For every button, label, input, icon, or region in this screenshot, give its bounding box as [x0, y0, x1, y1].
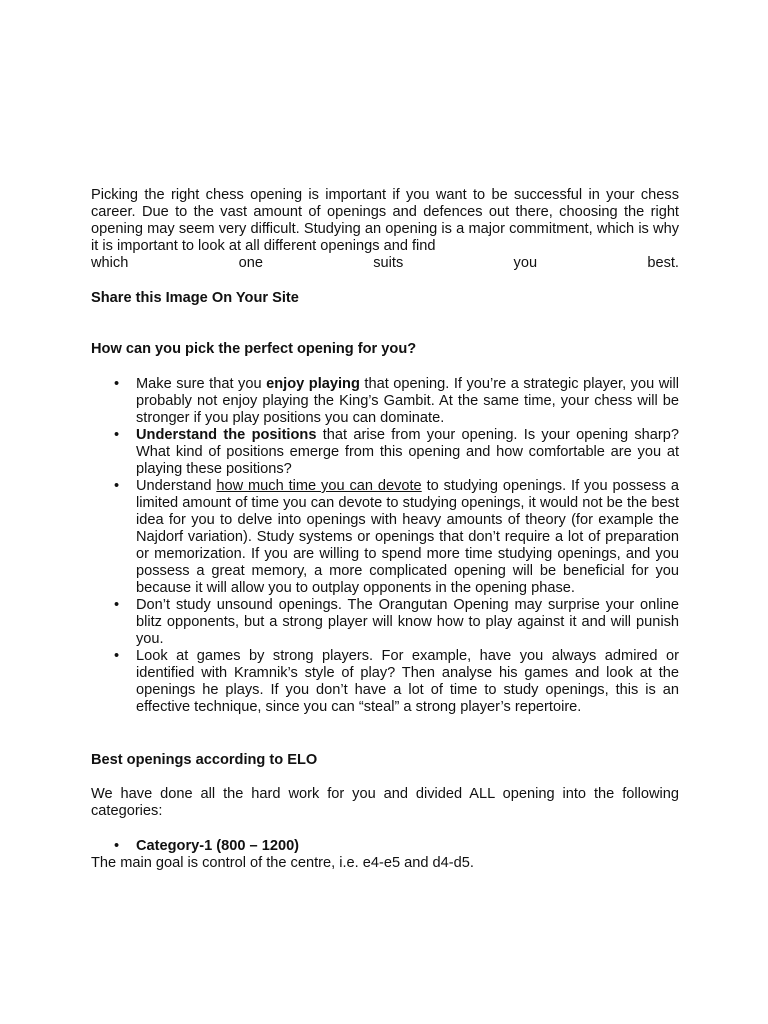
bullet-text: Don’t study unsound openings. The Orangutan Opening may surprise your online blitz opponents, but a strong player will know how to play against it and will punish you. — [136, 597, 679, 647]
bullet-icon: • — [114, 838, 120, 854]
intro-text: Picking the right chess opening is important if you want to be successful in your chess career. Due to the vast amount of openings and defences out there, choosing the right opening may seem very difficult. Studying an opening is a major commitment, which is why it is important to look at all different openings and find — [91, 187, 679, 254]
category-description: The main goal is control of the centre, i.e. e4-e5 and d4-d5. — [91, 855, 474, 871]
list-item — [91, 838, 679, 855]
category-title: Category-1 (800 – 1200) — [136, 838, 300, 854]
bullet-text: to studying openings. If you possess a limited amount of time you can devote to studying openings, it would not be the best idea for you to delve into openings with heavy amounts of theory (for example the Najdorf variation). Study systems or openings that don’t require a lot of preparation or memorization. If you are willing to spend more time studying openings, and you possess a great memory, a more complicated opening will be beneficial for you because it will allow you to outplay opponents in the opening phase. — [136, 478, 679, 596]
document-page — [91, 187, 679, 872]
intro-paragraph — [91, 187, 679, 255]
list-item — [91, 648, 679, 716]
elo-intro: We have done all the hard work for you and divided ALL opening into the following categories: — [91, 786, 679, 819]
category-list — [91, 838, 679, 855]
share-heading: Share this Image On Your Site — [91, 290, 299, 306]
bullet-icon: • — [114, 376, 120, 392]
bullet-bold-text: Understand the positions — [136, 427, 317, 443]
list-item — [91, 597, 679, 648]
bullet-text: Look at games by strong players. For example, have you always admired or identified with Kramnik’s style of play? Then analyse his games and look at the openings he plays. If you don’t have a lot of time to study openings, this is an effective technique, since you can “steal” a strong player’s repertoire. — [136, 648, 679, 715]
bullet-icon: • — [114, 478, 120, 494]
bullet-icon: • — [114, 648, 120, 664]
how-heading: How can you pick the perfect opening for you? — [91, 341, 417, 357]
elo-heading: Best openings according to ELO — [91, 752, 318, 768]
bullet-text: that opening. If you’re a strategic player, you will probably not enjoy playing the King’s Gambit. At the same time, your chess will be stronger if you play positions you can dominate. — [136, 376, 680, 426]
bullet-text: Make sure that you — [136, 376, 267, 392]
list-item — [91, 427, 679, 478]
bullet-text: that arise from your opening. Is your opening sharp? What kind of positions emerge from this opening and how comfortable are you at playing these positions? — [136, 427, 679, 477]
intro-last-line — [91, 255, 679, 272]
bullet-icon: • — [114, 427, 120, 443]
intro-word: one — [238, 255, 263, 271]
underlined-link-text[interactable]: how much time you can devote — [216, 478, 422, 494]
tips-list — [91, 376, 679, 716]
bullet-text: Understand — [136, 478, 217, 494]
bullet-bold-text: enjoy playing — [266, 376, 360, 392]
intro-word: which — [91, 255, 129, 271]
list-item — [91, 376, 679, 427]
list-item — [91, 478, 679, 597]
intro-word: suits — [373, 255, 404, 271]
intro-word: you — [513, 255, 538, 271]
bullet-icon: • — [114, 597, 120, 613]
intro-word: best. — [647, 255, 679, 271]
